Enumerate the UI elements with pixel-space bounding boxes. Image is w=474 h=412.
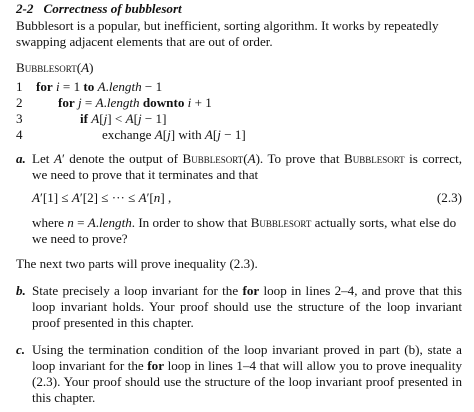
part-a-text: Let A′ denote the output of Bubblesort(A). To prove that Bubblesort is correct, we need to prove that it terminates and that [32,151,462,182]
next-parts-text: The next two parts will prove inequality (2.3). [16,256,258,271]
code-text: for j = A.length downto i + 1 [58,95,212,110]
equation-formula: A′[1] ≤ A′[2] ≤ ··· ≤ A′[n] , [32,190,172,205]
code-text: exchange A[j] with A[j − 1] [102,127,246,142]
code-line-3 [16,111,462,127]
part-a-followup: where n = A.length. In order to show that Bubblesort actually sorts, what else do we need to prove? [32,215,457,246]
code-text: for i = 1 to A.length − 1 [36,79,163,94]
equation-2-3 [16,190,462,208]
exercise-page [16,1,462,406]
part-c-label: c. [16,342,26,357]
part-a-label: a. [16,151,26,166]
part-b [16,283,462,331]
problem-heading [16,1,462,17]
line-number: 3 [16,111,23,126]
pseudocode-block [16,79,462,143]
intro-paragraph: Bubblesort is a popular, but inefficient, sorting algorithm. It works by repeatedly swapping adjacent elements that are out of order. [16,18,439,49]
line-number: 2 [16,95,23,110]
code-text: if A[j] < A[j − 1] [80,111,167,126]
procedure-param: A [81,60,90,75]
procedure-title: Bubblesort(A) [16,60,94,75]
code-line-4 [16,127,462,143]
equation-number: (2.3) [436,190,462,205]
part-b-text: State precisely a loop invariant for the for loop in lines 2–4, and prove that this loop invariant holds. Your proof should use the structure of the loop invariant proof presented in this chapter. [32,283,462,330]
procedure-name: Bubblesort [16,60,77,75]
code-line-2 [16,95,462,111]
part-b-label: b. [16,283,26,298]
code-line-1 [16,79,462,95]
part-a [16,151,462,183]
line-number: 1 [16,79,23,94]
problem-number: 2-2 [16,1,34,16]
part-c-text: Using the termination condition of the loop invariant proved in part (b), state a loop invariant for the for loop in lines 1–4 that will allow you to prove inequality (2.3). Your proof should use the structure of the loop invariant proof presented in this chapter. [32,342,462,405]
problem-title: Correctness of bubblesort [43,1,182,16]
part-c [16,342,462,406]
line-number: 4 [16,127,23,142]
